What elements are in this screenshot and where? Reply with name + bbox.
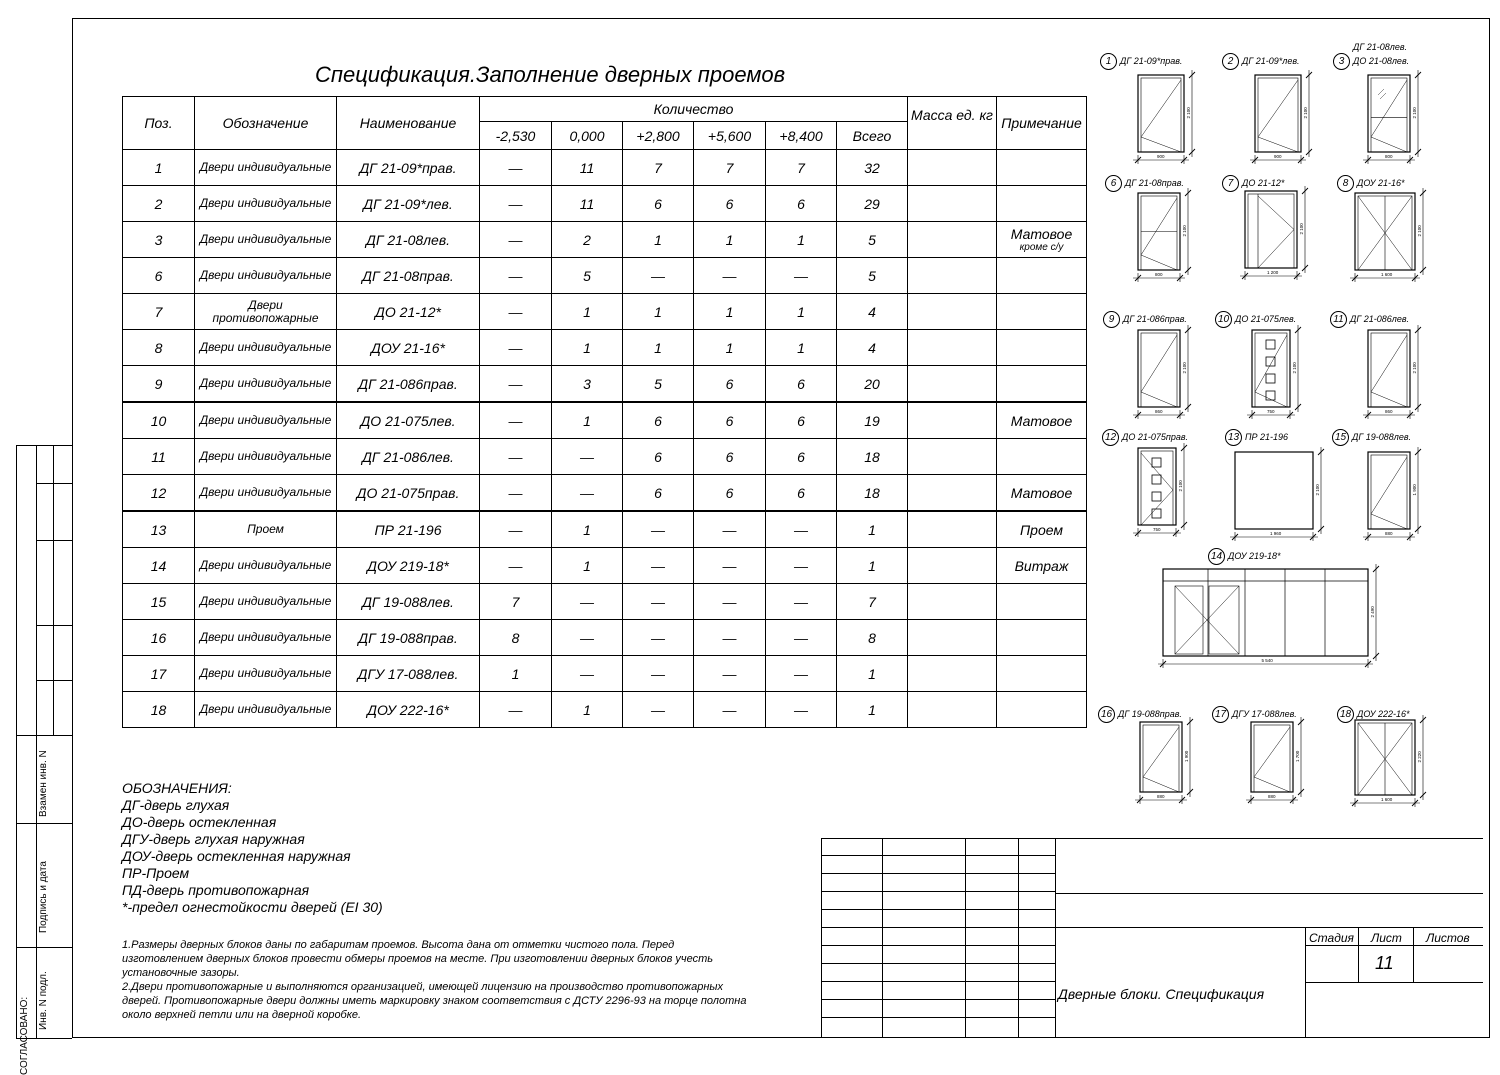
cell-qty: —: [480, 294, 552, 330]
door-label-text: ДОУ 222-16*: [1357, 709, 1410, 719]
door-label-3: [1333, 53, 1409, 70]
signature-date-label: Подпись и дата: [38, 861, 49, 933]
cell-qty: 8: [837, 620, 908, 656]
cell-pos: 17: [123, 656, 195, 692]
svg-text:750: 750: [1267, 409, 1275, 414]
cell-qty: —: [623, 620, 694, 656]
cell-qty: —: [694, 511, 766, 548]
header-note: Примечание: [997, 97, 1087, 150]
cell-name: ДГ 21-08лев.: [337, 222, 480, 258]
cell-qty: 7: [694, 150, 766, 186]
cell-name: ДОУ 219-18*: [337, 548, 480, 584]
cell-qty: 1: [766, 222, 837, 258]
door-label-text: ДГ 21-08прав.: [1125, 178, 1184, 188]
header-pos: Поз.: [123, 97, 195, 150]
cell-qty: 1: [552, 294, 623, 330]
cell-qty: 4: [837, 294, 908, 330]
door-number-badge: 13: [1225, 429, 1242, 446]
door-label-text: ДГ 19-088прав.: [1118, 709, 1182, 719]
cell-qty: —: [480, 258, 552, 294]
cell-qty: —: [694, 620, 766, 656]
door-label-text: ДГ 21-09*прав.: [1120, 56, 1183, 66]
cell-qty: 18: [837, 439, 908, 475]
note-text: Матовое: [1010, 226, 1073, 242]
cell-designation: Двери индивидуальные: [195, 439, 337, 475]
sheet-label: Лист: [1371, 931, 1402, 945]
sheets-label: Листов: [1426, 931, 1470, 945]
note-text: Матовое: [1010, 412, 1073, 429]
cell-name: ДГ 21-086лев.: [337, 439, 480, 475]
svg-text:5 540: 5 540: [1261, 658, 1273, 663]
cell-qty: 1: [766, 330, 837, 366]
cell-pos: 11: [123, 439, 195, 475]
door-number-badge: 17: [1212, 706, 1229, 723]
header-designation: Обозначение: [195, 97, 337, 150]
door-label-text: ПР 21-196: [1245, 432, 1289, 442]
cell-designation: Двери индивидуальные: [195, 402, 337, 439]
cell-qty: 7: [837, 584, 908, 620]
svg-text:800: 800: [1155, 272, 1163, 277]
cell-qty: 6: [623, 475, 694, 512]
cell-designation: Двери индивидуальные: [195, 692, 337, 728]
svg-text:1 600: 1 600: [1381, 272, 1393, 277]
door-label-2: [1222, 53, 1300, 70]
cell-designation: Двери индивидуальные: [195, 186, 337, 222]
note-2: 2.Двери противопожарные и выполняются организацией, имеющей лицензию на производство противопожарных дверей. Противопожарные двери должны иметь маркировку знаком соответствия с ДСТУ 2296-93 на торце полотна около верхней петли или на дверной коробке.: [122, 981, 747, 1021]
cell-qty: —: [766, 258, 837, 294]
door-label-text: ДО 21-075прав.: [1122, 432, 1189, 442]
door-label-text: ДО 21-12*: [1242, 178, 1285, 188]
sheet-number: 11: [1375, 953, 1394, 973]
door-label-13: [1225, 429, 1288, 446]
cell-name: ДГ 21-09*прав.: [337, 150, 480, 186]
header-level-0: -2,530: [480, 122, 552, 150]
header-mass: Масса ед. кг: [908, 97, 997, 150]
cell-qty: —: [694, 258, 766, 294]
cell-pos: 18: [123, 692, 195, 728]
cell-pos: 13: [123, 511, 195, 548]
cell-qty: —: [623, 692, 694, 728]
cell-name: ДГ 19-088прав.: [337, 620, 480, 656]
svg-text:1 900: 1 900: [1412, 484, 1417, 496]
replaced-inv-label: Взамен инв. N: [38, 750, 49, 817]
cell-qty: 5: [837, 258, 908, 294]
note-subtext: кроме с/у: [1019, 242, 1064, 253]
cell-qty: —: [766, 656, 837, 692]
cell-pos: 9: [123, 366, 195, 403]
door-number-badge: 15: [1332, 429, 1349, 446]
cell-qty: —: [623, 511, 694, 548]
cell-qty: 6: [623, 402, 694, 439]
legend-item: ДГ-дверь глухая: [122, 797, 230, 813]
door-label-1: [1100, 53, 1182, 70]
cell-qty: —: [552, 584, 623, 620]
cell-qty: —: [480, 222, 552, 258]
cell-qty: 1: [552, 511, 623, 548]
legend-item: ДГУ-дверь глухая наружная: [122, 831, 305, 847]
cell-qty: —: [694, 656, 766, 692]
door-number-badge: 16: [1098, 706, 1115, 723]
cell-qty: 6: [623, 439, 694, 475]
cell-designation: Двери индивидуальные: [195, 620, 337, 656]
note-text: Проем: [1020, 521, 1063, 538]
cell-qty: —: [552, 656, 623, 692]
inventory-label: Инв. N подл.: [38, 971, 49, 1030]
cell-pos: 7: [123, 294, 195, 330]
cell-name: ДГ 19-088лев.: [337, 584, 480, 620]
svg-text:1 200: 1 200: [1267, 270, 1279, 275]
cell-qty: —: [623, 584, 694, 620]
cell-qty: 6: [694, 475, 766, 512]
cell-qty: 1: [552, 330, 623, 366]
cell-qty: 1: [552, 402, 623, 439]
door-label-text: ДГ 19-088лев.: [1352, 432, 1412, 442]
door-label-text: ДГУ 17-088лев.: [1232, 709, 1297, 719]
cell-qty: 18: [837, 475, 908, 512]
cell-name: ДО 21-12*: [337, 294, 480, 330]
cell-qty: 1: [837, 656, 908, 692]
door-label-17: [1212, 706, 1297, 723]
cell-designation: Двери индивидуальные: [195, 584, 337, 620]
door-number-badge: 6: [1105, 175, 1122, 192]
door-number-badge: 7: [1222, 175, 1239, 192]
cell-qty: 1: [480, 656, 552, 692]
svg-text:2 220: 2 220: [1417, 751, 1422, 763]
legend-item: ОБОЗНАЧЕНИЯ:: [122, 780, 232, 796]
cell-pos: 16: [123, 620, 195, 656]
svg-text:860: 860: [1385, 409, 1393, 414]
door-number-badge: 3: [1333, 53, 1350, 70]
cell-designation: Двери индивидуальные: [195, 548, 337, 584]
cell-qty: 1: [694, 222, 766, 258]
header-level-3: +5,600: [694, 122, 766, 150]
cell-qty: 3: [552, 366, 623, 403]
header-level-2: +2,800: [623, 122, 694, 150]
door-number-badge: 1: [1100, 53, 1117, 70]
cell-qty: 6: [694, 439, 766, 475]
svg-text:2 100: 2 100: [1292, 362, 1297, 374]
cell-qty: —: [480, 548, 552, 584]
cell-qty: 29: [837, 186, 908, 222]
cell-qty: 11: [552, 186, 623, 222]
door-number-badge: 18: [1337, 706, 1354, 723]
svg-text:880: 880: [1268, 794, 1276, 799]
cell-qty: —: [552, 620, 623, 656]
door-label-text: ДОУ 21-16*: [1357, 178, 1405, 188]
cell-designation: Двери индивидуальные: [195, 366, 337, 403]
header-level-4: +8,400: [766, 122, 837, 150]
svg-text:1 960: 1 960: [1270, 531, 1282, 536]
door-label-text: ДО 21-075лев.: [1235, 314, 1297, 324]
cell-qty: —: [480, 150, 552, 186]
cell-qty: 8: [480, 620, 552, 656]
svg-text:800: 800: [1385, 154, 1393, 159]
cell-qty: 6: [766, 402, 837, 439]
door-label-text: ДГ 21-086прав.: [1123, 314, 1187, 324]
cell-qty: 7: [480, 584, 552, 620]
cell-qty: 2: [552, 222, 623, 258]
cell-qty: 20: [837, 366, 908, 403]
svg-text:2 100: 2 100: [1299, 223, 1304, 235]
door-number-badge: 11: [1330, 311, 1347, 328]
cell-name: ДОУ 222-16*: [337, 692, 480, 728]
cell-qty: —: [623, 258, 694, 294]
door-label-10: [1215, 311, 1296, 328]
cell-designation: Двери индивидуальные: [195, 330, 337, 366]
svg-text:2 100: 2 100: [1182, 362, 1187, 374]
cell-qty: 1: [552, 548, 623, 584]
cell-qty: —: [480, 475, 552, 512]
cell-qty: 1: [837, 511, 908, 548]
svg-text:2 100: 2 100: [1186, 107, 1191, 119]
svg-text:750: 750: [1153, 527, 1161, 532]
header-level-1: 0,000: [552, 122, 623, 150]
legend-item: ДОУ-дверь остекленная наружная: [122, 848, 351, 864]
cell-qty: 1: [623, 330, 694, 366]
cell-qty: —: [694, 548, 766, 584]
cell-qty: 1: [623, 222, 694, 258]
cell-designation: Проем: [195, 511, 337, 548]
door-label-14: [1208, 548, 1281, 565]
cell-qty: 6: [694, 402, 766, 439]
cell-pos: 6: [123, 258, 195, 294]
door-label-12: [1102, 429, 1188, 446]
cell-qty: —: [694, 584, 766, 620]
cell-qty: 6: [766, 475, 837, 512]
cell-designation: Двери индивидуальные: [195, 656, 337, 692]
cell-qty: 1: [552, 692, 623, 728]
cell-qty: 6: [766, 439, 837, 475]
door-label-6: [1105, 175, 1184, 192]
door-label-9: [1103, 311, 1187, 328]
cell-name: ДГУ 17-088лев.: [337, 656, 480, 692]
svg-text:1 900: 1 900: [1184, 750, 1189, 762]
svg-text:2 100: 2 100: [1412, 362, 1417, 374]
cell-qty: —: [480, 330, 552, 366]
cell-qty: 1: [694, 294, 766, 330]
door-label-18: [1337, 706, 1410, 723]
cell-qty: —: [766, 584, 837, 620]
sheet-title: Дверные блоки. Спецификация: [1058, 986, 1265, 1002]
cell-qty: 32: [837, 150, 908, 186]
cell-name: ДОУ 21-16*: [337, 330, 480, 366]
legend-item: ПД-дверь противопожарная: [122, 882, 310, 898]
header-name: Наименование: [337, 97, 480, 150]
cell-designation: Двери индивидуальные: [195, 150, 337, 186]
cell-name: ПР 21-196: [337, 511, 480, 548]
cell-pos: 1: [123, 150, 195, 186]
door-label-7: [1222, 175, 1284, 192]
cell-designation: Двери индивидуальные: [195, 222, 337, 258]
cell-qty: —: [480, 402, 552, 439]
door-label-text: ДГ 21-09*лев.: [1242, 56, 1300, 66]
door-label-text: ДГ 21-086лев.: [1350, 314, 1410, 324]
note-text: Матовое: [1010, 484, 1073, 501]
cell-name: ДГ 21-08прав.: [337, 258, 480, 294]
cell-qty: 6: [766, 366, 837, 403]
cell-name: ДО 21-075прав.: [337, 475, 480, 512]
cell-name: ДГ 21-09*лев.: [337, 186, 480, 222]
cell-qty: —: [552, 475, 623, 512]
cell-qty: —: [766, 692, 837, 728]
cell-qty: 7: [623, 150, 694, 186]
cell-qty: 1: [837, 692, 908, 728]
legend-item: ДО-дверь остекленная: [122, 814, 277, 830]
cell-pos: 8: [123, 330, 195, 366]
legend-item: ПР-Проем: [122, 865, 190, 881]
door-number-badge: 8: [1337, 175, 1354, 192]
cell-designation: Двери противопожарные: [195, 294, 337, 330]
cell-name: ДО 21-075лев.: [337, 402, 480, 439]
cell-name: ДГ 21-086прав.: [337, 366, 480, 403]
cell-qty: —: [766, 620, 837, 656]
door-label-16: [1098, 706, 1182, 723]
cell-qty: —: [766, 548, 837, 584]
door-number-badge: 9: [1103, 311, 1120, 328]
door-label-11: [1330, 311, 1409, 328]
door-label-8: [1337, 175, 1405, 192]
note-text: Витраж: [1014, 557, 1069, 574]
cell-qty: 1: [694, 330, 766, 366]
door-number-badge: 10: [1215, 311, 1232, 328]
cell-qty: 6: [694, 186, 766, 222]
cell-pos: 10: [123, 402, 195, 439]
cell-designation: Двери индивидуальные: [195, 258, 337, 294]
cell-qty: 5: [623, 366, 694, 403]
cell-qty: —: [480, 511, 552, 548]
cell-pos: 2: [123, 186, 195, 222]
svg-text:1 600: 1 600: [1381, 797, 1393, 802]
svg-text:880: 880: [1157, 794, 1165, 799]
agreed-label: СОГЛАСОВАНО:: [19, 996, 30, 1075]
svg-text:860: 860: [1155, 409, 1163, 414]
page-title: Спецификация.Заполнение дверных проемов: [315, 62, 786, 87]
door-number-badge: 12: [1102, 429, 1119, 446]
legend-item: *-предел огнестойкости дверей (EI 30): [122, 899, 383, 915]
svg-text:2 100: 2 100: [1412, 107, 1417, 119]
cell-qty: —: [766, 511, 837, 548]
header-level-5: Всего: [837, 122, 908, 150]
svg-text:2 100: 2 100: [1178, 480, 1183, 492]
cell-qty: —: [480, 366, 552, 403]
svg-text:900: 900: [1274, 154, 1282, 159]
cell-qty: 6: [694, 366, 766, 403]
cell-pos: 14: [123, 548, 195, 584]
cell-qty: 4: [837, 330, 908, 366]
svg-text:2 100: 2 100: [1303, 107, 1308, 119]
header-quantity: Количество: [480, 97, 908, 122]
cell-designation: Двери индивидуальные: [195, 475, 337, 512]
svg-text:1 700: 1 700: [1295, 750, 1300, 762]
cell-qty: —: [480, 692, 552, 728]
cell-qty: 1: [766, 294, 837, 330]
cell-qty: 11: [552, 150, 623, 186]
cell-qty: —: [623, 656, 694, 692]
svg-text:2 100: 2 100: [1182, 225, 1187, 237]
svg-text:2 100: 2 100: [1417, 225, 1422, 237]
cell-qty: —: [623, 548, 694, 584]
cell-qty: 7: [766, 150, 837, 186]
door-label-15: [1332, 429, 1411, 446]
door-label-text: ДО 21-08лев.: [1353, 56, 1410, 66]
svg-text:900: 900: [1157, 154, 1165, 159]
note-1: 1.Размеры дверных блоков даны по габаритам проемов. Высота дана от отметки чистого пола. Перед изготовлением дверных блоков провести обмеры проемов на месте. При изготовлении дверных блоков учесть установочные зазоры.: [122, 939, 714, 979]
cell-qty: 1: [837, 548, 908, 584]
stage-label: Стадия: [1309, 931, 1354, 945]
cell-qty: 6: [623, 186, 694, 222]
cell-pos: 12: [123, 475, 195, 512]
door-number-badge: 14: [1208, 548, 1225, 565]
cell-pos: 15: [123, 584, 195, 620]
cell-qty: 5: [837, 222, 908, 258]
cell-qty: 6: [766, 186, 837, 222]
door-number-badge: 2: [1222, 53, 1239, 70]
svg-text:880: 880: [1385, 531, 1393, 536]
cell-qty: 5: [552, 258, 623, 294]
cell-qty: —: [480, 186, 552, 222]
cell-qty: 19: [837, 402, 908, 439]
svg-text:2 100: 2 100: [1315, 484, 1320, 496]
door-label-text: ДОУ 219-18*: [1228, 551, 1281, 561]
cell-qty: —: [552, 439, 623, 475]
cell-qty: 1: [623, 294, 694, 330]
cell-qty: —: [480, 439, 552, 475]
door-label-top: ДГ 21-08лев.: [1353, 42, 1408, 52]
svg-text:2 490: 2 490: [1370, 606, 1375, 618]
cell-qty: —: [694, 692, 766, 728]
cell-pos: 3: [123, 222, 195, 258]
